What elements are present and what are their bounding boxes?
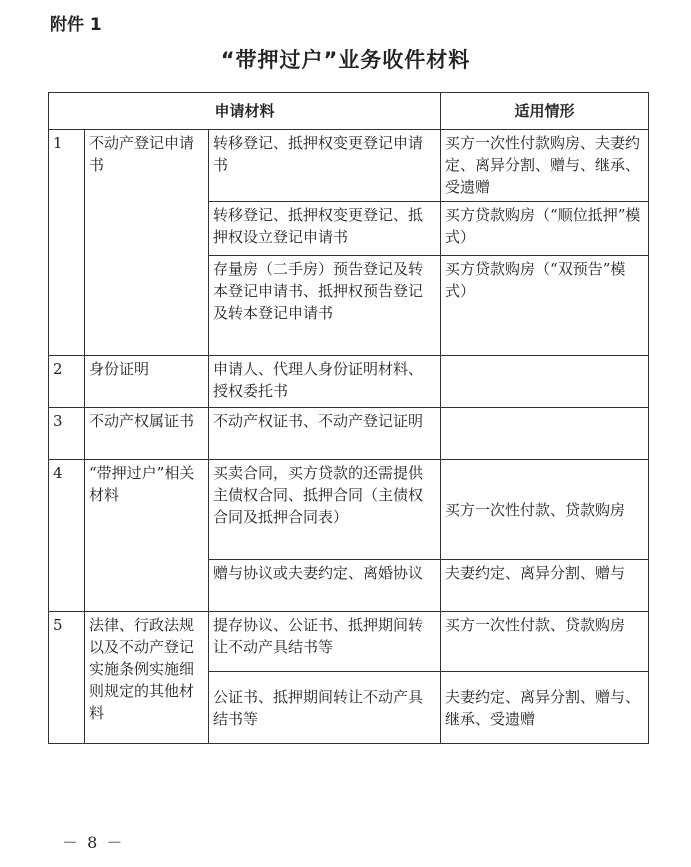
row-number: 3 xyxy=(49,408,85,460)
table-row xyxy=(49,130,649,202)
applicable-cell: 买方贷款购房（“双预告”模式） xyxy=(441,256,649,356)
material-cell: 赠与协议或夫妻约定、离婚协议 xyxy=(209,560,441,612)
table-row xyxy=(49,408,649,460)
material-cell: 提存协议、公证书、抵押期间转让不动产具结书等 xyxy=(209,612,441,672)
material-cell: 存量房（二手房）预告登记及转本登记申请书、抵押权预告登记及转本登记申请书 xyxy=(209,256,441,356)
applicable-cell xyxy=(441,356,649,408)
materials-table xyxy=(48,92,649,744)
row-number: 5 xyxy=(49,612,85,744)
applicable-cell: 买方贷款购房（“顺位抵押”模式） xyxy=(441,202,649,256)
row-number: 4 xyxy=(49,460,85,612)
material-category: 身份证明 xyxy=(85,356,209,408)
table-row xyxy=(49,612,649,672)
material-category: 不动产权属证书 xyxy=(85,408,209,460)
applicable-cell xyxy=(441,408,649,460)
material-cell: 申请人、代理人身份证明材料、授权委托书 xyxy=(209,356,441,408)
applicable-cell: 买方一次性付款、贷款购房 xyxy=(441,460,649,560)
material-cell: 转移登记、抵押权变更登记申请书 xyxy=(209,130,441,202)
table-row xyxy=(49,356,649,408)
table-header-row xyxy=(49,93,649,130)
row-number: 2 xyxy=(49,356,85,408)
material-cell: 转移登记、抵押权变更登记、抵押权设立登记申请书 xyxy=(209,202,441,256)
material-cell: 公证书、抵押期间转让不动产具结书等 xyxy=(209,672,441,744)
page-number: － 8 － xyxy=(62,833,125,852)
material-category: 不动产登记申请书 xyxy=(85,130,209,356)
table-row xyxy=(49,460,649,560)
applicable-cell: 夫妻约定、离异分割、赠与 xyxy=(441,560,649,612)
material-category: “带押过户”相关材料 xyxy=(85,460,209,612)
material-cell: 买卖合同，买方贷款的还需提供主债权合同、抵押合同（主债权合同及抵押合同表） xyxy=(209,460,441,560)
header-materials: 申请材料 xyxy=(49,93,441,130)
applicable-cell: 买方一次性付款购房、夫妻约定、离异分割、赠与、继承、受遗赠 xyxy=(441,130,649,202)
material-cell: 不动产权证书、不动产登记证明 xyxy=(209,408,441,460)
header-applicable: 适用情形 xyxy=(441,93,649,130)
row-number: 1 xyxy=(49,130,85,356)
applicable-cell: 买方一次性付款、贷款购房 xyxy=(441,612,649,672)
applicable-cell: 夫妻约定、离异分割、赠与、继承、受遗赠 xyxy=(441,672,649,744)
document-title: “带押过户”业务收件材料 xyxy=(220,48,471,72)
material-category: 法律、行政法规以及不动产登记实施条例实施细则规定的其他材料 xyxy=(85,612,209,744)
attachment-label: 附件 1 xyxy=(50,15,102,35)
